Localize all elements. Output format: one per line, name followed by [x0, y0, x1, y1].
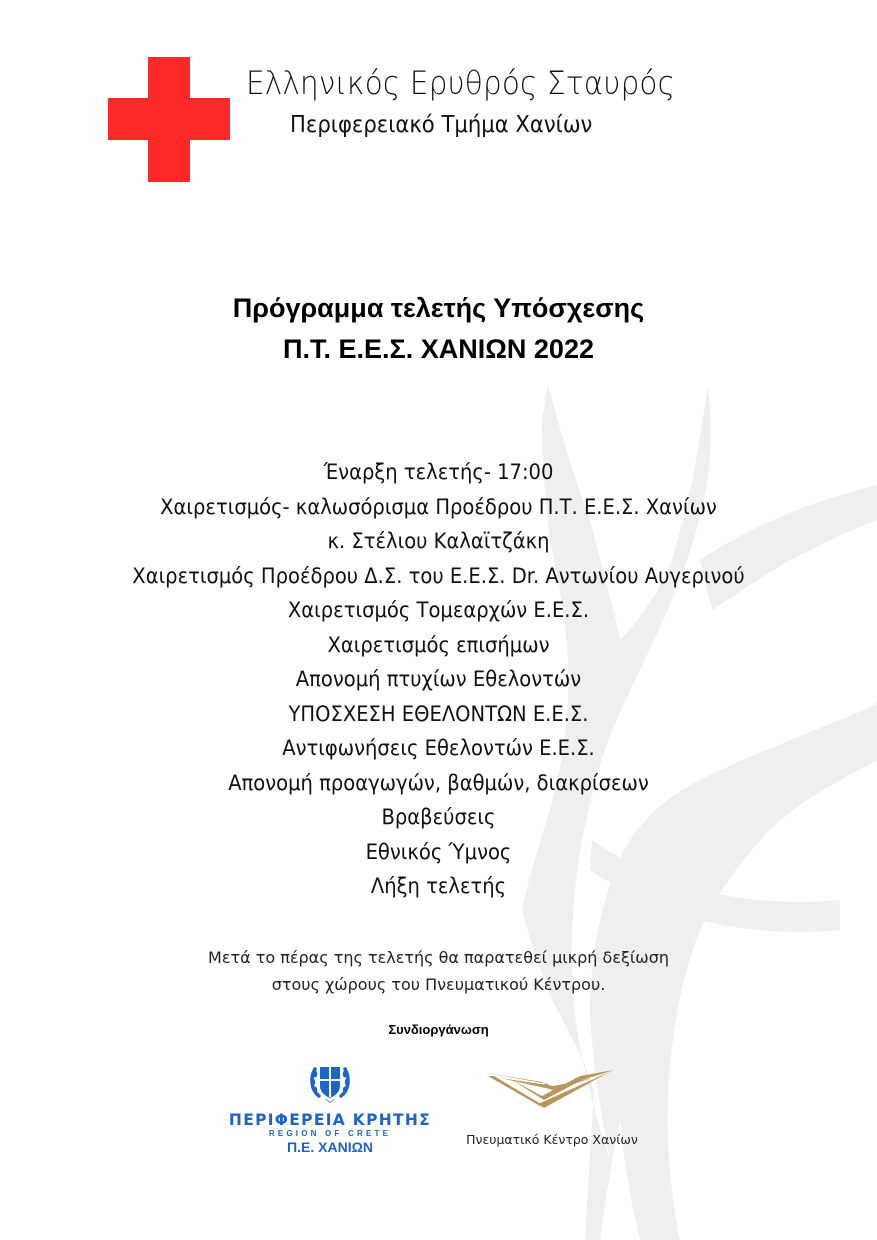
program-item: Χαιρετισμός επισήμων: [327, 632, 550, 657]
title-line-2: Π.Τ. Ε.Ε.Σ. ΧΑΝΙΩΝ 2022: [283, 334, 594, 364]
program-item: Αντιφωνήσεις Εθελοντών Ε.Ε.Σ.: [282, 736, 595, 760]
region-name: ΠΕΡΙΦΕΡΕΙΑ ΚΡΗΤΗΣ: [228, 1111, 432, 1129]
program-item: κ. Στέλιου Καλαϊτζάκη: [327, 529, 550, 553]
program-item: Χαιρετισμός Προέδρου Δ.Σ. του Ε.Ε.Σ. Dr. Αντωνίου Αυγερινού: [132, 563, 745, 588]
program-item: Εθνικός Ύμνος: [365, 839, 512, 864]
program-item: Χαιρετισμός- καλωσόρισμα Προέδρου Π.Τ. Ε.Ε.Σ. Χανίων: [160, 494, 717, 519]
branch-name: Περιφερειακό Τμήμα Χανίων: [290, 112, 593, 138]
cultural-center-name: Πνευματικό Κέντρο Χανίων: [466, 1132, 638, 1147]
title-line-1: Πρόγραμμα τελετής Υπόσχεσης: [232, 293, 645, 323]
program-item: Βραβεύσεις: [381, 805, 496, 829]
program-item: Λήξη τελετής: [370, 874, 507, 898]
program-item: Απονομή πτυχίων Εθελοντών: [295, 667, 582, 691]
region-of-crete-logo: [225, 1058, 435, 1155]
greek-emblem-icon: [307, 1058, 353, 1104]
note-line-1: Μετά το πέρας της τελετής θα παρατεθεί μικρή δεξίωση: [208, 948, 669, 967]
note-line-2: στους χώρους του Πνευματικού Κέντρου.: [271, 975, 606, 994]
organization-name: Ελληνικός Ερυθρός Σταυρός: [246, 64, 676, 102]
program-item: Χαιρετισμός Τομεαρχών Ε.Ε.Σ.: [287, 598, 590, 622]
coorganization-label: Συνδιοργάνωση: [388, 1022, 489, 1037]
program-item: Έναρξη τελετής- 17:00: [323, 460, 554, 484]
red-cross-icon: [108, 57, 230, 182]
page-title: [0, 288, 877, 370]
program-list: [0, 455, 877, 904]
regional-unit: Π.Ε. ΧΑΝΙΩΝ: [287, 1139, 373, 1155]
reception-note: [0, 944, 877, 998]
region-name-english: REGION OF CRETE: [268, 1129, 392, 1138]
cultural-center-logo-icon: [482, 1070, 622, 1110]
program-item: Απονομή προαγωγών, βαθμών, διακρίσεων: [228, 770, 649, 795]
cultural-center-logo: [452, 1070, 652, 1147]
program-item: ΥΠΟΣΧΕΣΗ ΕΘΕΛΟΝΤΩΝ Ε.Ε.Σ.: [288, 701, 589, 726]
